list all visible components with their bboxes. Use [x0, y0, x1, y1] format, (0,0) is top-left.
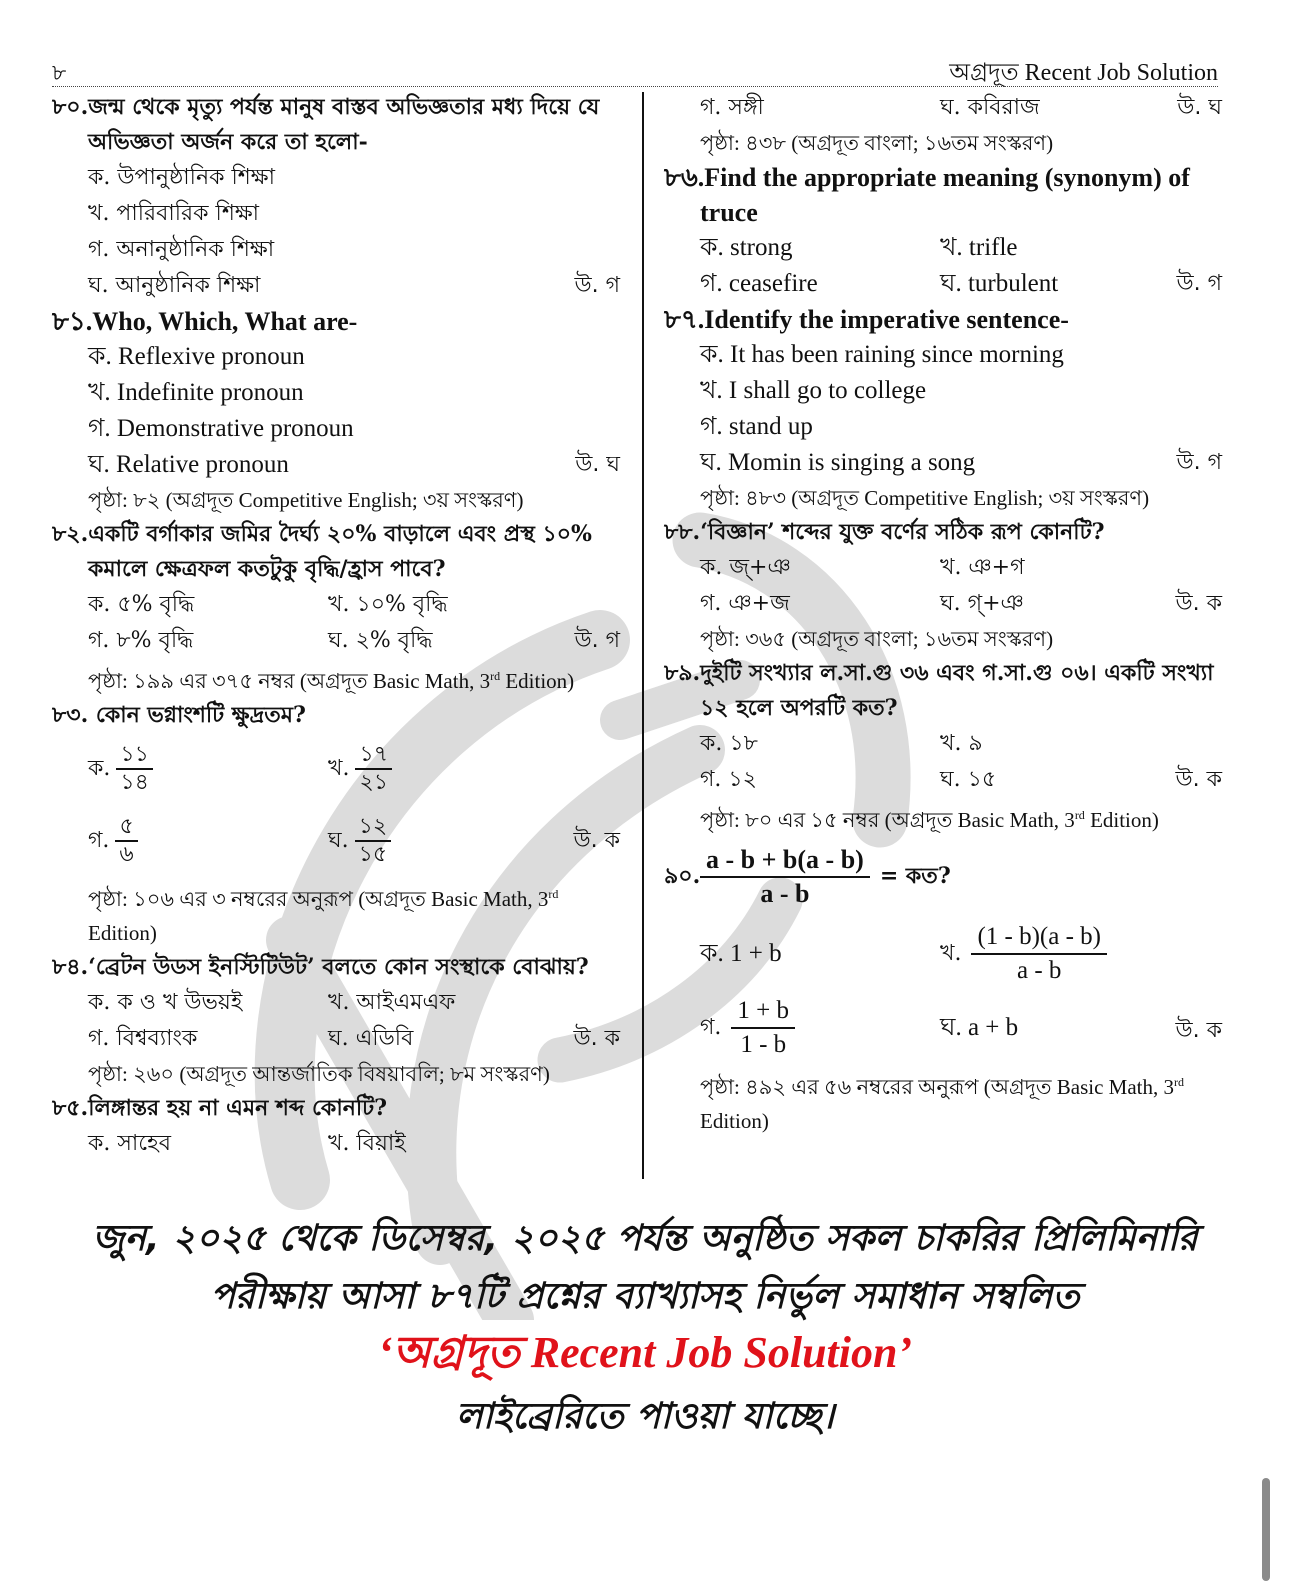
question-81: ৮১.Who, Which, What are- [52, 307, 358, 336]
q81-option-b: খ. Indefinite pronoun [88, 379, 304, 406]
q89-answer: উ. ক [1175, 767, 1222, 792]
q81-reference: পৃষ্ঠা: ৮২ (অগ্রদূত Competitive English; ৩য় সংস্করণ) [88, 488, 524, 512]
q82-option-a: ক. ৫% বৃদ্ধি [88, 592, 195, 617]
q89-options-row-1 [664, 726, 1226, 762]
q89-option-c: গ. ১২ [700, 767, 757, 792]
banner-line-2: পরীক্ষায় আসা ৮৭টি প্রশ্নের ব্যাখ্যাসহ নির্ভুল সমাধান সম্বলিত [210, 1276, 1080, 1317]
q88-option-d: ঘ. গ্+ঞ [940, 591, 1024, 616]
q88-answer: উ. ক [1175, 591, 1222, 616]
q82-reference: পৃষ্ঠা: ১৯৯ এর ৩৭৫ নম্বর (অগ্রদূত Basic Math, 3rd Edition) [88, 669, 575, 693]
q90-option-a: ক. 1 + b [700, 939, 782, 967]
q83-answer: উ. ক [573, 828, 620, 853]
q83-options-row-2 [52, 805, 624, 877]
question-80: ৮০.জন্ম থেকে মৃত্যু পর্যন্ত মানুষ বাস্তব অভিজ্ঞতার মধ্য দিয়ে যে অভিজ্ঞতা অর্জন করে তা হলো- [52, 94, 600, 155]
running-title: অগ্রদূত Recent Job Solution [949, 60, 1218, 86]
q90-options-row-1 [664, 917, 1226, 991]
q87-option-d: ঘ. Momin is singing a song উ. গ [664, 445, 1226, 481]
q85-option-a: ক. সাহেব [88, 1131, 171, 1156]
q86-options-row-2 [664, 266, 1226, 302]
q85-answer: উ. ঘ [1177, 95, 1222, 120]
question-90 [664, 837, 1226, 917]
q90-tail: = কত? [879, 862, 951, 889]
q86-option-a: ক. strong [700, 234, 793, 261]
q85-options-row-1 [52, 1126, 624, 1162]
q86-option-d: ঘ. turbulent [940, 270, 1059, 297]
q90-option-b: খ. (1 - b)(a - b) a - b [940, 921, 1180, 987]
q83-reference: পৃষ্ঠা: ১০৬ এর ৩ নম্বরের অনুরূপ (অগ্রদূত Basic Math, 3rd Edition) [88, 887, 559, 945]
q82-option-b: খ. ১০% বৃদ্ধি [328, 592, 448, 617]
banner-book-title: ‘অগ্রদূত Recent Job Solution’ [377, 1328, 913, 1377]
question-86: ৮৬.Find the appropriate meaning (synonym) of truce [664, 163, 1190, 227]
scrollbar-thumb[interactable] [1262, 1478, 1270, 1581]
question-85: ৮৫.লিঙ্গান্তর হয় না এমন শব্দ কোনটি? [52, 1095, 388, 1121]
q81-option-d: ঘ. Relative pronoun উ. ঘ [52, 447, 624, 483]
q89-option-a: ক. ১৮ [700, 731, 758, 756]
q80-option-d: ঘ. আনুষ্ঠানিক শিক্ষা উ. গ [52, 268, 624, 304]
q86-option-c: গ. ceasefire [700, 270, 818, 297]
q80-option-b: খ. পারিবারিক শিক্ষা [88, 201, 260, 226]
q88-option-b: খ. ঞ+গ [940, 555, 1025, 580]
q85-option-d: ঘ. কবিরাজ [940, 95, 1040, 120]
q90-reference: পৃষ্ঠা: ৪৯২ এর ৫৬ নম্বরের অনুরূপ (অগ্রদূত Basic Math, 3rd Edition) [700, 1075, 1184, 1133]
q80-option-a: ক. উপানুষ্ঠানিক শিক্ষা [88, 165, 275, 190]
q84-options-row-2 [52, 1021, 624, 1057]
q89-option-d: ঘ. ১৫ [940, 767, 997, 792]
q85-options-row-2 [664, 90, 1226, 126]
right-column [664, 90, 1226, 1138]
q83-option-c: গ. $\frac{৫}{৬}$ [88, 814, 328, 868]
q81-answer: উ. ঘ [575, 452, 620, 477]
q90-number: ৯০. [664, 862, 701, 889]
question-89: ৮৯.দুইটি সংখ্যার ল.সা.গু ৩৬ এবং গ.সা.গু ০৬। একটি সংখ্যা ১২ হলে অপরটি কত? [664, 660, 1214, 721]
q84-option-b: খ. আইএমএফ [328, 990, 456, 1015]
question-84: ৮৪.‘ব্রেটন উডস ইনস্টিটিউট’ বলতে কোন সংস্থাকে বোঝায়? [52, 954, 589, 980]
q84-option-a: ক. ক ও খ উভয়ই [88, 990, 243, 1015]
q88-options-row-1 [664, 550, 1226, 586]
q86-options-row-1 [664, 230, 1226, 266]
q89-reference: পৃষ্ঠা: ৮০ এর ১৫ নম্বর (অগ্রদূত Basic Math, 3rd Edition) [700, 808, 1159, 832]
banner-line-1: জুন, ২০২৫ থেকে ডিসেম্বর, ২০২৫ পর্যন্ত অনুষ্ঠিত সকল চাকরির প্রিলিমিনারি [92, 1218, 1198, 1259]
q85-option-c: গ. সঙ্গী [700, 95, 764, 120]
q87-option-a: ক. It has been raining since morning [700, 341, 1064, 368]
q87-option-c: গ. stand up [700, 413, 813, 440]
q90-options-row-2 [664, 991, 1226, 1065]
q90-option-d: ঘ. a + b [940, 1013, 1019, 1041]
q80-option-c: গ. অনানুষ্ঠানিক শিক্ষা [88, 237, 275, 262]
q87-answer: উ. গ [1176, 450, 1222, 475]
q82-option-c: গ. ৮% বৃদ্ধি [88, 628, 194, 653]
q89-options-row-2 [664, 762, 1226, 798]
q85-option-b: খ. বিয়াই [328, 1131, 406, 1156]
q83-options-row-1 [52, 733, 624, 805]
q87-option-b: খ. I shall go to college [700, 377, 927, 404]
q80-answer: উ. গ [574, 273, 620, 298]
q81-option-a: ক. Reflexive pronoun [88, 343, 305, 370]
q86-answer: উ. গ [1176, 271, 1222, 296]
q83-option-a: ক. $\frac{১১}{১৪}$ [88, 742, 328, 796]
q88-option-a: ক. জ্+ঞ [700, 555, 791, 580]
q86-option-b: খ. trifle [940, 234, 1018, 261]
left-column [52, 90, 624, 1162]
q90-option-c: গ. 1 + b 1 - b [700, 995, 940, 1061]
column-divider [642, 92, 644, 1179]
q84-answer: উ. ক [573, 1026, 620, 1051]
q81-option-c: গ. Demonstrative pronoun [88, 415, 354, 442]
q84-options-row-1 [52, 985, 624, 1021]
q83-option-d: ঘ. $\frac{১২}{১৫}$ [328, 814, 568, 868]
banner-line-4: লাইব্রেরিতে পাওয়া যাচ্ছে। [455, 1396, 835, 1437]
q84-option-d: ঘ. এডিবি [328, 1026, 414, 1051]
q88-options-row-2 [664, 586, 1226, 622]
question-83: ৮৩. কোন ভগ্নাংশটি ক্ষুদ্রতম? [52, 702, 306, 728]
q82-option-d: ঘ. ২% বৃদ্ধি [328, 628, 433, 653]
question-82: ৮২.একটি বর্গাকার জমির দৈর্ঘ্য ২০% বাড়ালে এবং প্রস্থ ১০% কমালে ক্ষেত্রফল কতটুকু বৃদ্ধি/হ্রাস পাবে? [52, 521, 592, 582]
page-header [52, 52, 1218, 87]
q88-reference: পৃষ্ঠা: ৩৬৫ (অগ্রদূত বাংলা; ১৬তম সংস্করণ) [700, 627, 1054, 651]
question-87: ৮৭.Identify the imperative sentence- [664, 305, 1069, 334]
q89-option-b: খ. ৯ [940, 731, 983, 756]
q82-answer: উ. গ [574, 628, 620, 653]
q85-reference: পৃষ্ঠা: ৪৩৮ (অগ্রদূত বাংলা; ১৬তম সংস্করণ) [700, 131, 1054, 155]
q88-option-c: গ. ঞ+জ [700, 591, 790, 616]
q90-answer: উ. ক [1175, 1018, 1222, 1043]
question-88: ৮৮.‘বিজ্ঞান’ শব্দের যুক্ত বর্ণের সঠিক রূপ কোনটি? [664, 519, 1105, 545]
q82-options-row-1 [52, 587, 624, 623]
q84-reference: পৃষ্ঠা: ২৬০ (অগ্রদূত আন্তর্জাতিক বিষয়াবলি; ৮ম সংস্করণ) [88, 1062, 550, 1086]
page-number: ৮ [52, 61, 67, 86]
q87-reference: পৃষ্ঠা: ৪৮৩ (অগ্রদূত Competitive English; ৩য় সংস্করণ) [700, 486, 1150, 510]
q84-option-c: গ. বিশ্বব্যাংক [88, 1026, 198, 1051]
q82-options-row-2 [52, 623, 624, 659]
q90-expression: $\frac{a - b + b(a - b)}{a - b}$ [700, 844, 870, 910]
q83-option-b: খ. $\frac{১৭}{২১}$ [328, 742, 568, 796]
